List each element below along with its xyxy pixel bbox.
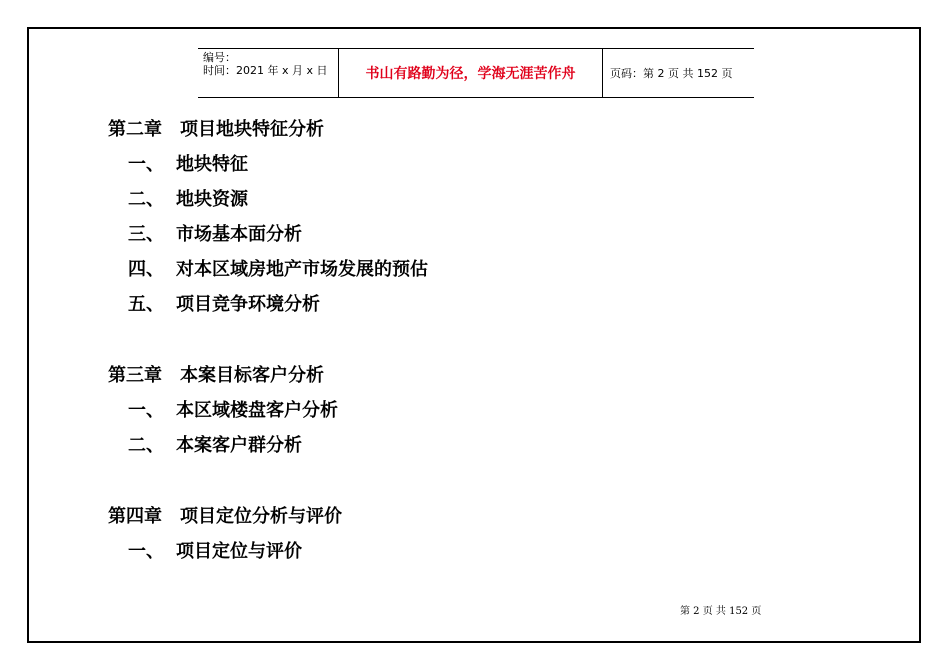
toc-item-num: 一、 <box>128 154 164 175</box>
toc-item <box>128 154 248 176</box>
toc-item <box>128 541 302 563</box>
toc-item <box>128 400 338 422</box>
header-left-cell <box>198 49 339 97</box>
toc-item-title: 项目竞争环境分析 <box>176 294 320 315</box>
header-page-cell <box>603 49 754 97</box>
header-motto-cell <box>339 49 603 97</box>
toc-item-num: 二、 <box>128 435 164 456</box>
header-table <box>198 48 754 98</box>
motto-text: 书山有路勤为径，学海无涯苦作舟 <box>365 66 576 82</box>
toc-item-title: 本区域楼盘客户分析 <box>176 400 338 421</box>
toc-chapter-num: 第二章 <box>108 119 162 140</box>
toc-item-title: 对本区域房地产市场发展的预估 <box>176 259 428 280</box>
toc-item-num: 二、 <box>128 189 164 210</box>
toc-item-title: 本案客户群分析 <box>176 435 302 456</box>
toc-item-num: 一、 <box>128 541 164 562</box>
toc-chapter-title: 项目定位分析与评价 <box>180 506 342 527</box>
toc-item-num: 四、 <box>128 259 164 280</box>
toc-chapter <box>108 365 324 387</box>
time-label: 时间：2021 年 x 月 x 日 <box>203 64 328 77</box>
toc-item-title: 地块特征 <box>176 154 248 175</box>
page-code: 页码：第 2 页 共 152 页 <box>610 67 733 80</box>
toc-item-num: 一、 <box>128 400 164 421</box>
toc-item <box>128 259 428 281</box>
toc-chapter <box>108 119 324 141</box>
toc-chapter-num: 第三章 <box>108 365 162 386</box>
toc-chapter-num: 第四章 <box>108 506 162 527</box>
toc-chapter <box>108 506 342 528</box>
toc-item <box>128 189 248 211</box>
toc-item-num: 五、 <box>128 294 164 315</box>
toc-chapter-title: 项目地块特征分析 <box>180 119 324 140</box>
toc-item-title: 市场基本面分析 <box>176 224 302 245</box>
page-footer: 第 2 页 共 152 页 <box>680 606 762 617</box>
number-label: 编号： <box>203 51 236 64</box>
toc-item-title: 地块资源 <box>176 189 248 210</box>
toc-item <box>128 435 302 457</box>
toc-item <box>128 224 302 246</box>
toc-item-title: 项目定位与评价 <box>176 541 302 562</box>
toc-item-num: 三、 <box>128 224 164 245</box>
toc-chapter-title: 本案目标客户分析 <box>180 365 324 386</box>
toc-item <box>128 294 320 316</box>
